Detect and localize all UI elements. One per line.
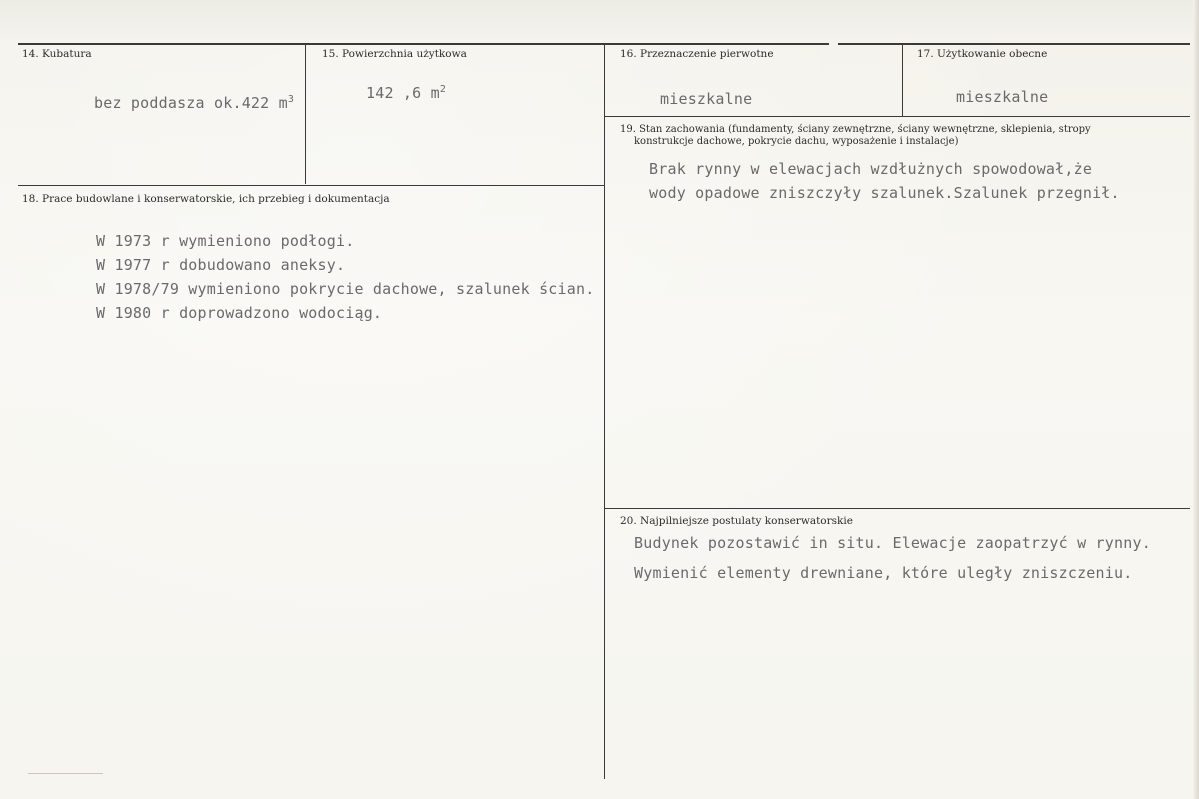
- section-18-line: W 1973 r wymieniono podłogi.: [96, 232, 355, 250]
- card-right-edge: [1193, 0, 1199, 799]
- divider-14-15: [305, 44, 306, 184]
- card-top-edge: [0, 0, 1199, 40]
- section-19-line: Brak rynny w elewacjach wzdłużnych spowodował,że: [649, 160, 1093, 178]
- section-14-value: [94, 94, 294, 112]
- section-17-value: mieszkalne: [956, 88, 1049, 106]
- section-17-label: 17. Użytkowanie obecne: [917, 48, 1048, 60]
- section-18-line: W 1977 r dobudowano aneksy.: [96, 256, 346, 274]
- section-15-value-text: 142 ,6 m: [366, 84, 440, 102]
- top-rule-right: [838, 43, 1190, 45]
- section-19-label-line1: 19. Stan zachowania (fundamenty, ściany zewnętrzne, ściany wewnętrzne, sklepienia, stropy: [620, 124, 1091, 135]
- section-20-label: 20. Najpilniejsze postulaty konserwatorskie: [620, 515, 853, 527]
- section-19-line: wody opadowe zniszczyły szalunek.Szalunek przegnił.: [649, 184, 1120, 202]
- section-14-label: 14. Kubatura: [22, 48, 92, 60]
- section-18-line: W 1978/79 wymieniono pokrycie dachowe, szalunek ścian.: [96, 280, 595, 298]
- section-16-value: mieszkalne: [660, 90, 753, 108]
- divider-16-17: [902, 44, 903, 116]
- top-rule-left: [18, 43, 829, 45]
- rule-below-14-15: [18, 185, 605, 186]
- section-14-value-text: bez poddasza ok.422 m: [94, 94, 288, 112]
- section-18-label: 18. Prace budowlane i konserwatorskie, ich przebieg i dokumentacja: [22, 193, 390, 205]
- rule-below-16-17: [605, 116, 1190, 117]
- section-15-label: 15. Powierzchnia użytkowa: [322, 48, 467, 60]
- faint-mark: [28, 773, 103, 774]
- rule-below-19: [605, 508, 1190, 509]
- section-19-label-line2: konstrukcje dachowe, pokrycie dachu, wyposażenie i instalacje): [634, 136, 959, 147]
- divider-main: [604, 44, 605, 779]
- section-20-line: Wymienić elementy drewniane, które uległy zniszczeniu.: [634, 564, 1133, 582]
- section-18-line: W 1980 r doprowadzono wodociąg.: [96, 304, 383, 322]
- section-15-value: [366, 84, 446, 102]
- section-20-line: Budynek pozostawić in situ. Elewacje zaopatrzyć w rynny.: [634, 534, 1151, 552]
- section-15-unit-exponent: 2: [439, 84, 447, 95]
- section-14-unit-exponent: 3: [287, 94, 295, 105]
- section-16-label: 16. Przeznaczenie pierwotne: [620, 48, 774, 60]
